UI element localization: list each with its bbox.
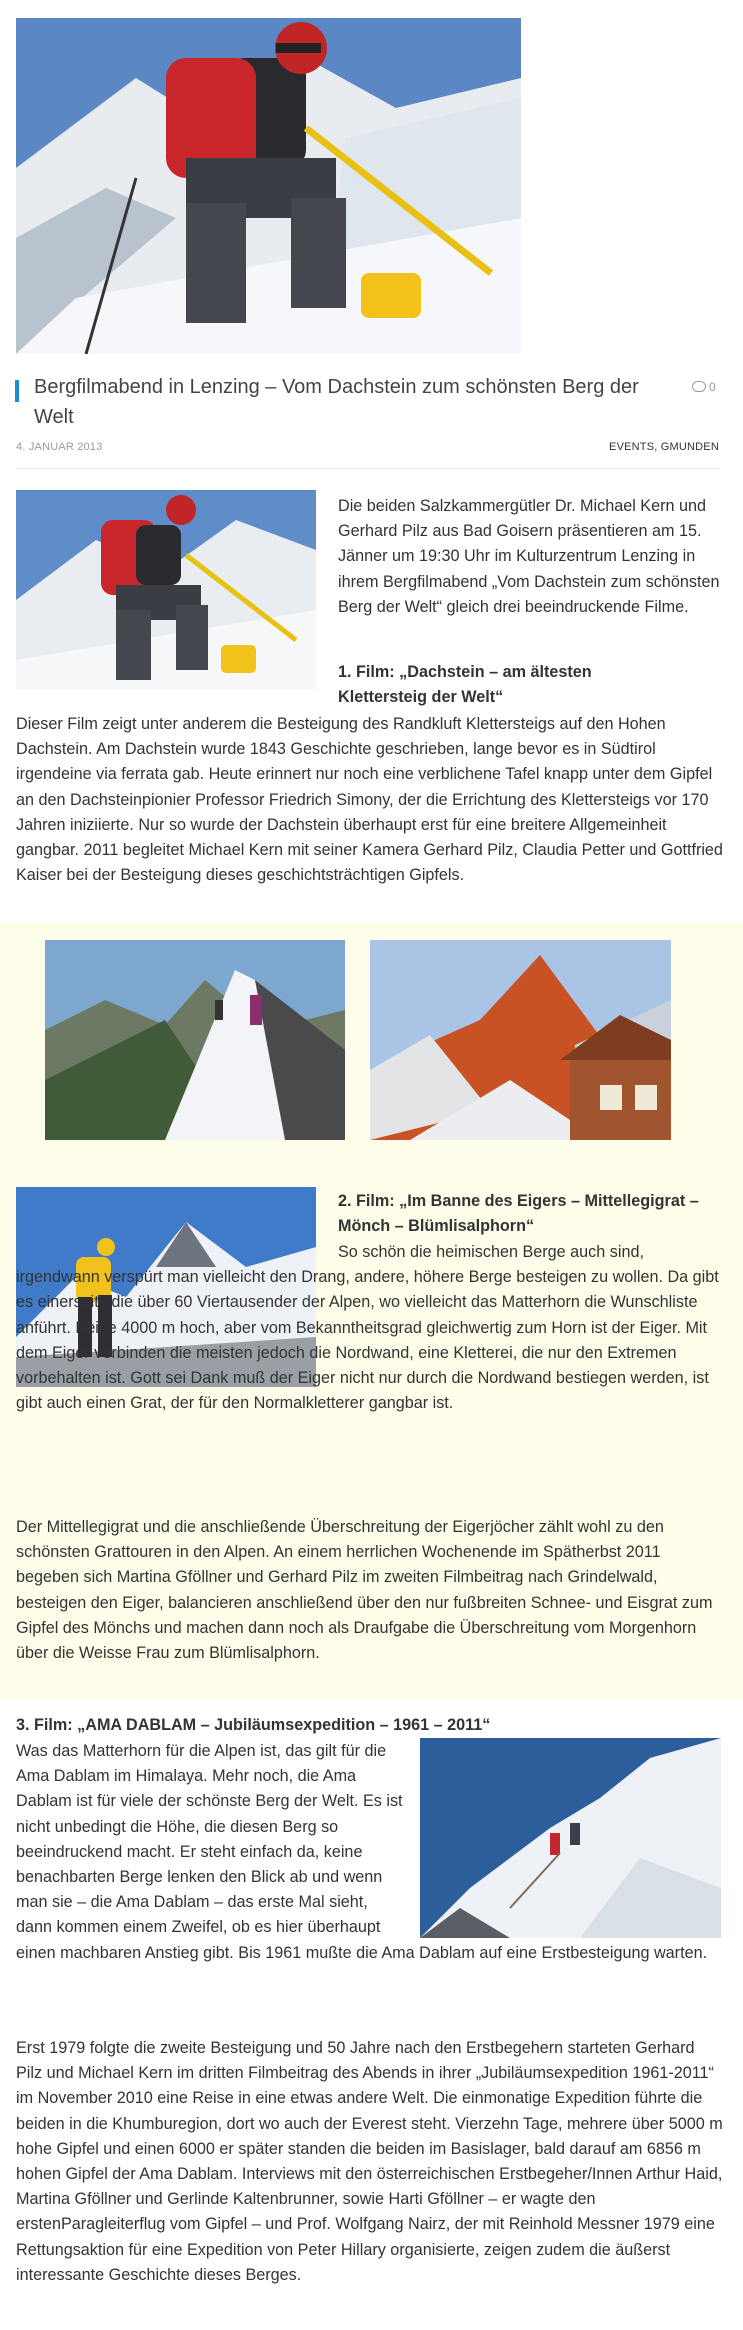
comment-count-value: 0 xyxy=(709,380,716,394)
post-title[interactable]: Bergfilmabend in Lenzing – Vom Dachstein zum schönsten Berg der Welt xyxy=(34,376,639,428)
climber-photo xyxy=(16,490,316,689)
title-accent-bar xyxy=(15,380,19,402)
comment-icon xyxy=(692,381,706,392)
float-spacer xyxy=(403,1739,723,1939)
intro-text: Die beiden Salzkammergütler Dr. Michael Kern und Gerhard Pilz aus Bad Goisern präsentieren am 15. Jänner um 19:30 Uhr im Kulturzentrum Lenzing in ihrem Bergfilmabend „Vom Dachstein zum schönsten Berg der Welt“ gleich drei beeindruckende Filme. xyxy=(338,497,720,616)
film2-heading: 2. Film: „Im Banne des Eigers – Mittellegigrat – Mönch – Blümlisalphorn“ xyxy=(338,1192,699,1236)
film3-text-1 xyxy=(16,1739,723,1966)
featured-image[interactable] xyxy=(16,18,521,354)
ridge-photo xyxy=(45,940,345,1140)
comment-count[interactable] xyxy=(692,380,716,394)
film2-text-2: Der Mittellegigrat und die anschließende Überschreitung der Eigerjöcher zählt wohl zu den schönsten Grattouren in den Alpen. An einem herrlichen Wochenende im Spätherbst 2011 begeben sich Martina Gföllner und Gerhard Pilz im zweiten Filmbeitrag nach Grindelwald, besteigen den Eiger, balancieren anschließend über den nur fußbreiten Schnee- und Eisgrat zum Gipfel des Mönchs und machen dann noch als Draufgabe die Überschreitung vom Morgenhorn über die Weisse Frau zum Blümlisalphorn. xyxy=(16,1518,713,1663)
post-categories[interactable]: EVENTS, GMUNDEN xyxy=(609,441,719,453)
post-date: 4. JANUAR 2013 xyxy=(16,441,103,453)
alpenglow-peak-photo xyxy=(370,940,671,1140)
divider xyxy=(16,468,720,469)
film1-text: Dieser Film zeigt unter anderem die Besteigung des Randkluft Klettersteigs auf den Hohen Dachstein. Am Dachstein wurde 1843 Geschichte geschrieben, lange bevor es in Südtirol irgendeine via ferrata gab. Heute erinnert nur noch eine verblichene Tafel knapp unter dem Gipfel an den Dachsteinpionier Professor Friedrich Simony, der die Errichtung des Klettersteigs vor 170 Jahren iniziierte. Nur so wurde der Dachstein überhaupt erst für eine breitere Allgemeinheit gangbar. 2011 begleitet Michael Kern mit seiner Kamera Gerhard Pilz, Claudia Petter und Gottfried Kaiser bei der Besteigung dieses geschichtsträchtigen Gipfels. xyxy=(16,715,723,885)
film3-heading: 3. Film: „AMA DABLAM – Jubiläumsexpedition – 1961 – 2011“ xyxy=(16,1716,491,1734)
film2-text-1: So schön die heimischen Berge auch sind, irgendwann verspürt man vielleicht den Drang, andere, höhere Berge besteigen zu wollen. Da gibt es einerseits die über 60 Viertausender der Alpen, wo vielleicht das Matterhorn die Wunschliste anführt. Keine 4000 m hoch, aber vom Bekanntheitsgrad gleichwertig zum Horn ist der Eiger. Mit dem Eiger verbinden die meisten jedoch die Nordwand, eine Kletterei, die nur den Extremen vorbehalten ist. Gott sei Dank muß der Eiger nicht nur durch die Nordwand bestiegen werden, ist gibt auch einen Grat, der für den Normalkletterer gangbar ist. xyxy=(16,1243,719,1413)
film3-text-1-content: Was das Matterhorn für die Alpen ist, das gilt für die Ama Dablam im Himalaya. Mehr noch, die Ama Dablam ist für viele der schönste Berg der Welt. Es ist nicht unbedingt die Höhe, die diesen Berg so beeindruckend macht. Er steht einfach da, keine benachbarten Berge lenken den Blick ab und wenn man sie – die Ama Dablam – das erste Mal sieht, dann kommen einem Zweifel, ob es hier überhaupt einen machbaren Anstieg gibt. Bis 1961 mußte die Ama Dablam auf eine Erstbesteigung warten. xyxy=(16,1742,708,1962)
film3-text-2: Erst 1979 folgte die zweite Besteigung und 50 Jahre nach den Erstbegehern starteten Gerhard Pilz und Michael Kern im dritten Filmbeitrag des Abends in ihrer „Jubiläumsexpedition 1961-2011“ im November 2010 eine Reise in eine etwas andere Welt. Die einmonatige Expedition führte die beiden in die Khumburegion, dort wo auch der Everest steht. Vierzehn Tage, mehrere über 5000 m hohe Gipfel und einen 6000 er später standen die beiden im Basislager, bald darauf am 6856 m hohen Gipfel der Ama Dablam. Interviews mit den österreichischen Erstbegeher/Innen Arthur Haid, Martina Gföllner und Gerlinde Kaltenbrunner, sowie Harti Gföllner – er wagte den erstenParagleiterflug vom Gipfel – und Prof. Wolfgang Nairz, der mit Reinhold Messner 1979 eine Rettungsaktion für eine Expedition von Peter Hillary organisierte, zeigen zudem die äußerst interessante Geschichte dieses Berges. xyxy=(16,2039,723,2284)
film1-heading: 1. Film: „Dachstein – am ältesten Klettersteig der Welt“ xyxy=(338,663,592,707)
